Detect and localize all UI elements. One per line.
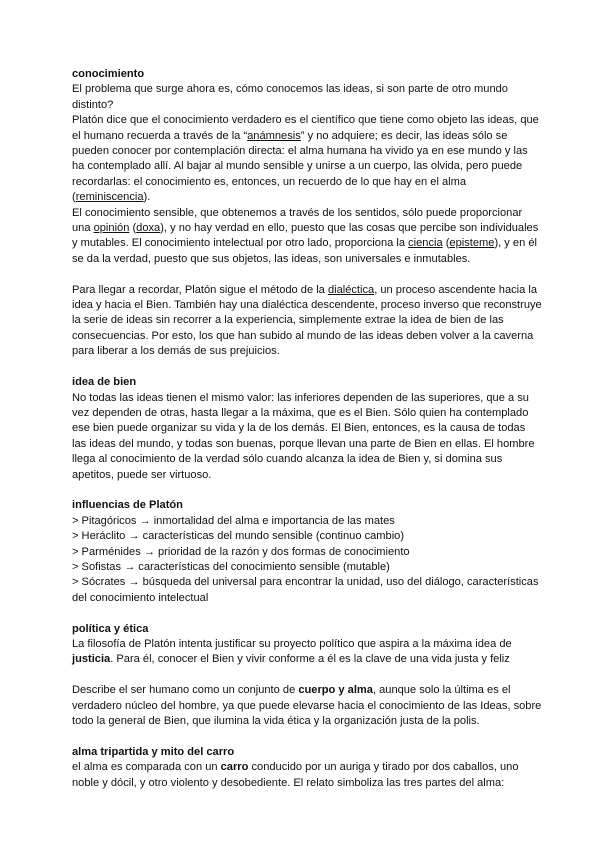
list-item: > Parménides → prioridad de la razón y dos formas de conocimiento [72,545,410,558]
term-doxa: doxa [136,222,161,235]
paragraph: La filosofía de Platón intenta justificar su proyecto político que aspira a la máxima idea de justicia. Para él, conocer el Bien y vivir conforme a él es la clave de una vida justa y feliz [72,637,512,666]
section-heading-influencias: influencias de Platón [72,499,183,512]
term-cuerpo-alma: cuerpo y alma [298,684,373,697]
document-page [72,67,542,791]
term-opinion: opinión [93,222,130,235]
paragraph: El problema que surge ahora es, cómo conocemos las ideas, si son parte de otro mundo distinto? [72,83,508,111]
list-item: > Heráclito → características del mundo sensible (continuo cambio) [72,530,405,543]
term-episteme: episteme [449,237,495,250]
term-carro: carro [220,761,249,774]
paragraph: No todas las ideas tienen el mismo valor: las inferiores dependen de las superiores, que a su vez dependen de otras, hasta llegar a la máxima, que es el Bien. Sólo quien ha contemplado ese bien puede organizar su vida y la de los demás. El Bien, entonces, es la causa de todas las ideas del mundo, y todas son buenas, porque llevan una parte de Bien en ellas. El hombre llega al conocimiento de la verdad sólo cuando alcanza la idea de Bien y, si domina sus apetitos, puede ser virtuoso. [72,391,535,481]
section-heading-conocimiento: conocimiento [72,68,145,80]
term-anamnesis: anámnesis [247,129,301,142]
section-heading-politica: política y ética [72,622,149,635]
paragraph: el alma es comparada con un carro conducido por un auriga y tirado por dos caballos, uno noble y dócil, y otro violento y desobediente. El relato simboliza las tres partes del alma: [72,761,519,789]
section-heading-idea-de-bien: idea de bien [72,376,137,389]
paragraph: Platón dice que el conocimiento verdadero es el científico que tiene como objeto las ideas, que el humano recuerda a través de la “anámnesis” y no adquiere; es decir, las ideas sólo se pueden conocer por contemplación directa: el alma humana ha vivido ya en ese mundo y las ha contemplado allí. Al bajar al mundo sensible y unirse a un cuerpo, las olvida, pero puede recordarlas: el conocimiento es, entonces, un recuerdo de lo que hay en el alma (reminiscencia). [72,114,539,204]
paragraph: Para llegar a recordar, Platón sigue el método de la dialéctica, un proceso ascendente hacia la idea y hacia el Bien. También hay una dialéctica descendente, proceso inverso que reconstruye la serie de ideas sin recorrer a la experiencia, simplemente extrae la idea de bien de las consecuencias. Por esto, los que han subido al mundo de las ideas deben volver a la caverna para liberar a los demás de sus prejuicios. [72,283,542,358]
paragraph: El conocimiento sensible, que obtenemos a través de los sentidos, sólo puede proporcionar una opinión (doxa), y no hay verdad en ello, puesto que las cosas que percibe son individuales y mutables. El conocimiento intelectual por otro lado, proporciona la ciencia (episteme), y en él se da la verdad, puesto que sus objetos, las ideas, son universales e inmutables. [72,206,539,265]
term-reminiscencia: reminiscencia [75,191,144,204]
paragraph: Describe el ser humano como un conjunto de cuerpo y alma, aunque solo la última es el verdadero núcleo del hombre, ya que puede elevarse hacia el conocimiento de las Ideas, sobre todo la general de Bien, que ilumina la vida ética y la organización justa de la polis. [72,684,542,727]
list-item: > Pitagóricos → inmortalidad del alma e importancia de las mates [72,514,395,527]
list-item: > Sofistas → características del conocimiento sensible (mutable) [72,560,390,573]
term-justicia: justicia [72,653,111,666]
term-dialectica: dialéctica [327,283,375,296]
section-heading-alma: alma tripartida y mito del carro [72,745,235,758]
list-item: > Sócrates → búsqueda del universal para encontrar la unidad, uso del diálogo, características del conocimiento intelectual [72,576,539,604]
term-ciencia: ciencia [408,237,443,250]
